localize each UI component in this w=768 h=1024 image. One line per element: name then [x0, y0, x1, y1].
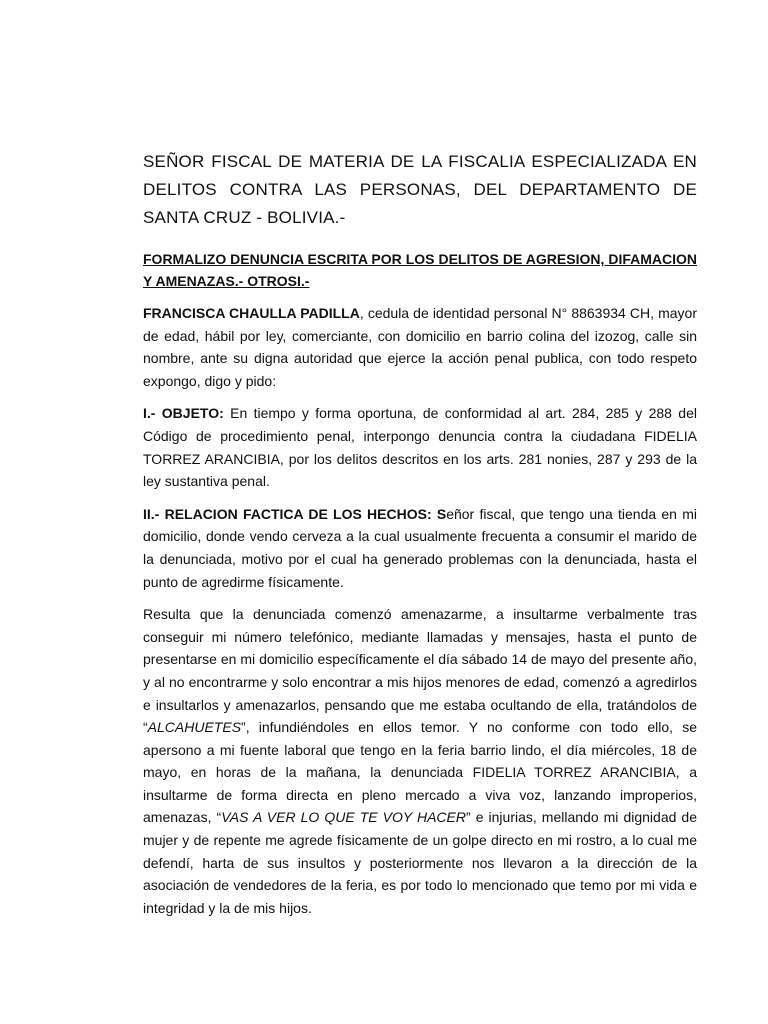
document-heading: SEÑOR FISCAL DE MATERIA DE LA FISCALIA ESPECIALIZADA EN DELITOS CONTRA LAS PERSONAS, DEL DEPARTAMENTO DE SANTA CRUZ - BOLIVIA.-: [143, 152, 697, 227]
section-objeto-text: En tiempo y forma oportuna, de conformidad al art. 284, 285 y 288 del Código de procedimiento penal, interpongo denuncia contra la ciudadana FIDELIA TORREZ ARANCIBIA, por los delitos descritos en los arts. 281 nonies, 287 y 293 de la ley sustantiva penal.: [143, 405, 697, 490]
section-relacion-text: eñor fiscal, que tengo una tienda en mi domicilio, donde vendo cerveza a la cual usualmente frecuenta a consumir el marido de la denunciada, motivo por el cual ha generado problemas con la denunciada, hasta el punto de agredirme físicamente.: [143, 505, 697, 590]
narrative-paragraph: [143, 603, 697, 919]
narrative-quote-1: ALCAHUETES: [147, 719, 242, 736]
section-objeto-label: I.- OBJETO:: [143, 405, 224, 422]
section-relacion-label: II.- RELACION FACTICA DE LOS HECHOS: S: [143, 505, 447, 522]
intro-paragraph: [143, 302, 697, 392]
document-subject: FORMALIZO DENUNCIA ESCRITA POR LOS DELITOS DE AGRESION, DIFAMACION Y AMENAZAS.- OTROSI.-: [143, 251, 697, 289]
narrative-part-1: Resulta que la denunciada comenzó amenazarme, a insultarme verbalmente tras conseguir mi número telefónico, mediante llamadas y mensajes, hasta el punto de presentarse en mi domicilio específicamente el día sábado 14 de mayo del presente año, y al no encontrarme y solo encontrar a mis hijos menores de edad, comenzó a agredirlos e insultarlos y amenazarlos, pensando que me estaba ocultando de ella, tratándolos de “: [143, 606, 697, 736]
section-objeto: [143, 402, 697, 492]
narrative-part-3: ” e injurias, mellando mi dignidad de mujer y de repente me agrede físicamente de un golpe directo en mi rostro, a lo cual me defendí, harta de sus insultos y posteriormente nos llevaron a la dirección de la asociación de vendedores de la feria, es por todo lo mencionado que temo por mi vida e integridad y la de mis hijos.: [143, 809, 698, 916]
section-relacion-factica: [143, 503, 697, 593]
narrative-part-2: ”, infundiéndoles en ellos temor. Y no conforme con todo ello, se apersono a mi fuente laboral que tengo en la feria barrio lindo, el día miércoles, 18 de mayo, en horas de la mañana, la denunciada FIDELIA TORREZ ARANCIBIA, a insultarme de forma directa en pleno mercado a viva voz, lanzando improperios, amenazas, “: [143, 719, 697, 826]
complainant-name: FRANCISCA CHAULLA PADILLA: [143, 305, 360, 321]
narrative-quote-2: VAS A VER LO QUE TE VOY HACER: [221, 809, 466, 826]
intro-text: , cedula de identidad personal N° 8863934 CH, mayor de edad, hábil por ley, comerciante, con domicilio en barrio colina del izozog, calle sin nombre, ante su digna autoridad que ejerce la acción penal publica, con todo respeto expongo, digo y pido:: [143, 305, 697, 389]
document-page: [143, 148, 697, 929]
